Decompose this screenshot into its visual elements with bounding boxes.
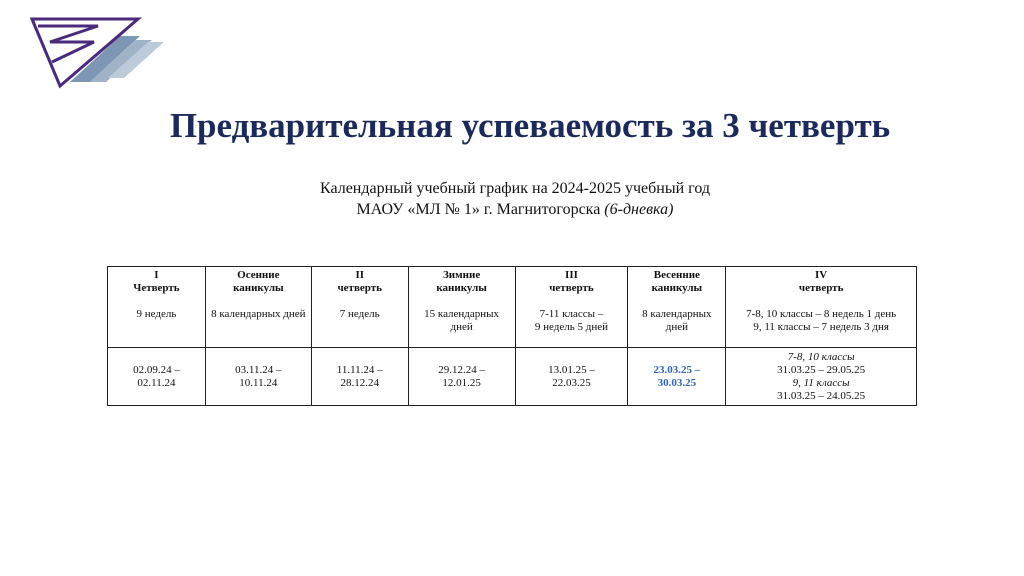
date-cell-autumn-break bbox=[205, 348, 311, 406]
header-title: Весенние bbox=[653, 269, 700, 281]
header-title: каникулы bbox=[436, 282, 487, 294]
header-title: Осенние bbox=[237, 269, 280, 281]
header-detail: 9, 11 классы – 7 недель 3 дня bbox=[753, 321, 889, 333]
header-cell-spring-break bbox=[628, 267, 726, 348]
header-cell-q4 bbox=[726, 267, 917, 348]
subtitle-line-2 bbox=[6, 199, 1024, 220]
header-detail: 7-8, 10 классы – 8 недель 1 день bbox=[746, 308, 897, 320]
schedule-dates-row bbox=[108, 348, 917, 406]
schedule-header-row bbox=[108, 267, 917, 348]
date-cell-winter-break bbox=[408, 348, 515, 406]
date-start: 03.11.24 – bbox=[235, 363, 282, 376]
date-cell-q2 bbox=[311, 348, 408, 406]
group-range: 31.03.25 – 24.05.25 bbox=[777, 389, 866, 402]
date-start: 11.11.24 – bbox=[336, 363, 383, 376]
subtitle bbox=[0, 178, 1024, 220]
date-end: 28.12.24 bbox=[340, 376, 379, 389]
subtitle-mode: (6-дневка) bbox=[604, 201, 674, 218]
group-label: 7-8, 10 классы bbox=[787, 350, 855, 363]
subtitle-school: МАОУ «МЛ № 1» г. Магнитогорска bbox=[356, 201, 601, 218]
header-title: четверть bbox=[549, 282, 594, 294]
header-detail: 7 недель bbox=[339, 308, 380, 320]
date-cell-q4 bbox=[726, 348, 917, 406]
date-end: 10.11.24 bbox=[239, 376, 278, 389]
date-start: 23.03.25 – bbox=[653, 363, 701, 376]
subtitle-line-1: Календарный учебный график на 2024-2025 учебный год bbox=[320, 180, 710, 197]
header-detail: 9 недель bbox=[136, 308, 177, 320]
header-title: II bbox=[355, 269, 364, 281]
header-title: четверть bbox=[798, 282, 844, 294]
header-title: I bbox=[154, 269, 159, 281]
header-detail: 15 календарных дней bbox=[424, 308, 500, 333]
header-detail: 7-11 классы – bbox=[539, 308, 604, 320]
header-title: четверть bbox=[337, 282, 382, 294]
date-end: 22.03.25 bbox=[552, 376, 591, 389]
group-range: 31.03.25 – 29.05.25 bbox=[777, 363, 866, 376]
date-start: 29.12.24 – bbox=[438, 363, 485, 376]
header-title: IV bbox=[815, 269, 828, 281]
header-detail: 8 календарных дней bbox=[211, 308, 306, 320]
date-end: 30.03.25 bbox=[657, 376, 697, 389]
date-cell-q3 bbox=[515, 348, 628, 406]
header-detail: 8 календарных дней bbox=[642, 308, 712, 333]
date-cell-q1 bbox=[108, 348, 206, 406]
header-cell-q3 bbox=[515, 267, 628, 348]
header-cell-autumn-break bbox=[205, 267, 311, 348]
header-title: каникулы bbox=[233, 282, 284, 294]
header-cell-q1 bbox=[108, 267, 206, 348]
date-cell-spring-break bbox=[628, 348, 726, 406]
header-title: Четверть bbox=[133, 282, 180, 294]
header-cell-q2 bbox=[311, 267, 408, 348]
header-title: Зимние bbox=[443, 269, 481, 281]
schedule-table bbox=[107, 266, 917, 406]
school-logo bbox=[28, 16, 170, 90]
header-title: III bbox=[565, 269, 578, 281]
header-cell-winter-break bbox=[408, 267, 515, 348]
date-start: 02.09.24 – bbox=[133, 363, 180, 376]
group-label: 9, 11 классы bbox=[792, 376, 850, 389]
header-detail: 9 недель 5 дней bbox=[534, 321, 609, 333]
date-end: 02.11.24 bbox=[137, 376, 176, 389]
header-title: каникулы bbox=[651, 282, 703, 294]
page-title: Предварительная успеваемость за 3 четверть bbox=[169, 106, 891, 145]
date-start: 13.01.25 – bbox=[548, 363, 595, 376]
date-end: 12.01.25 bbox=[442, 376, 481, 389]
